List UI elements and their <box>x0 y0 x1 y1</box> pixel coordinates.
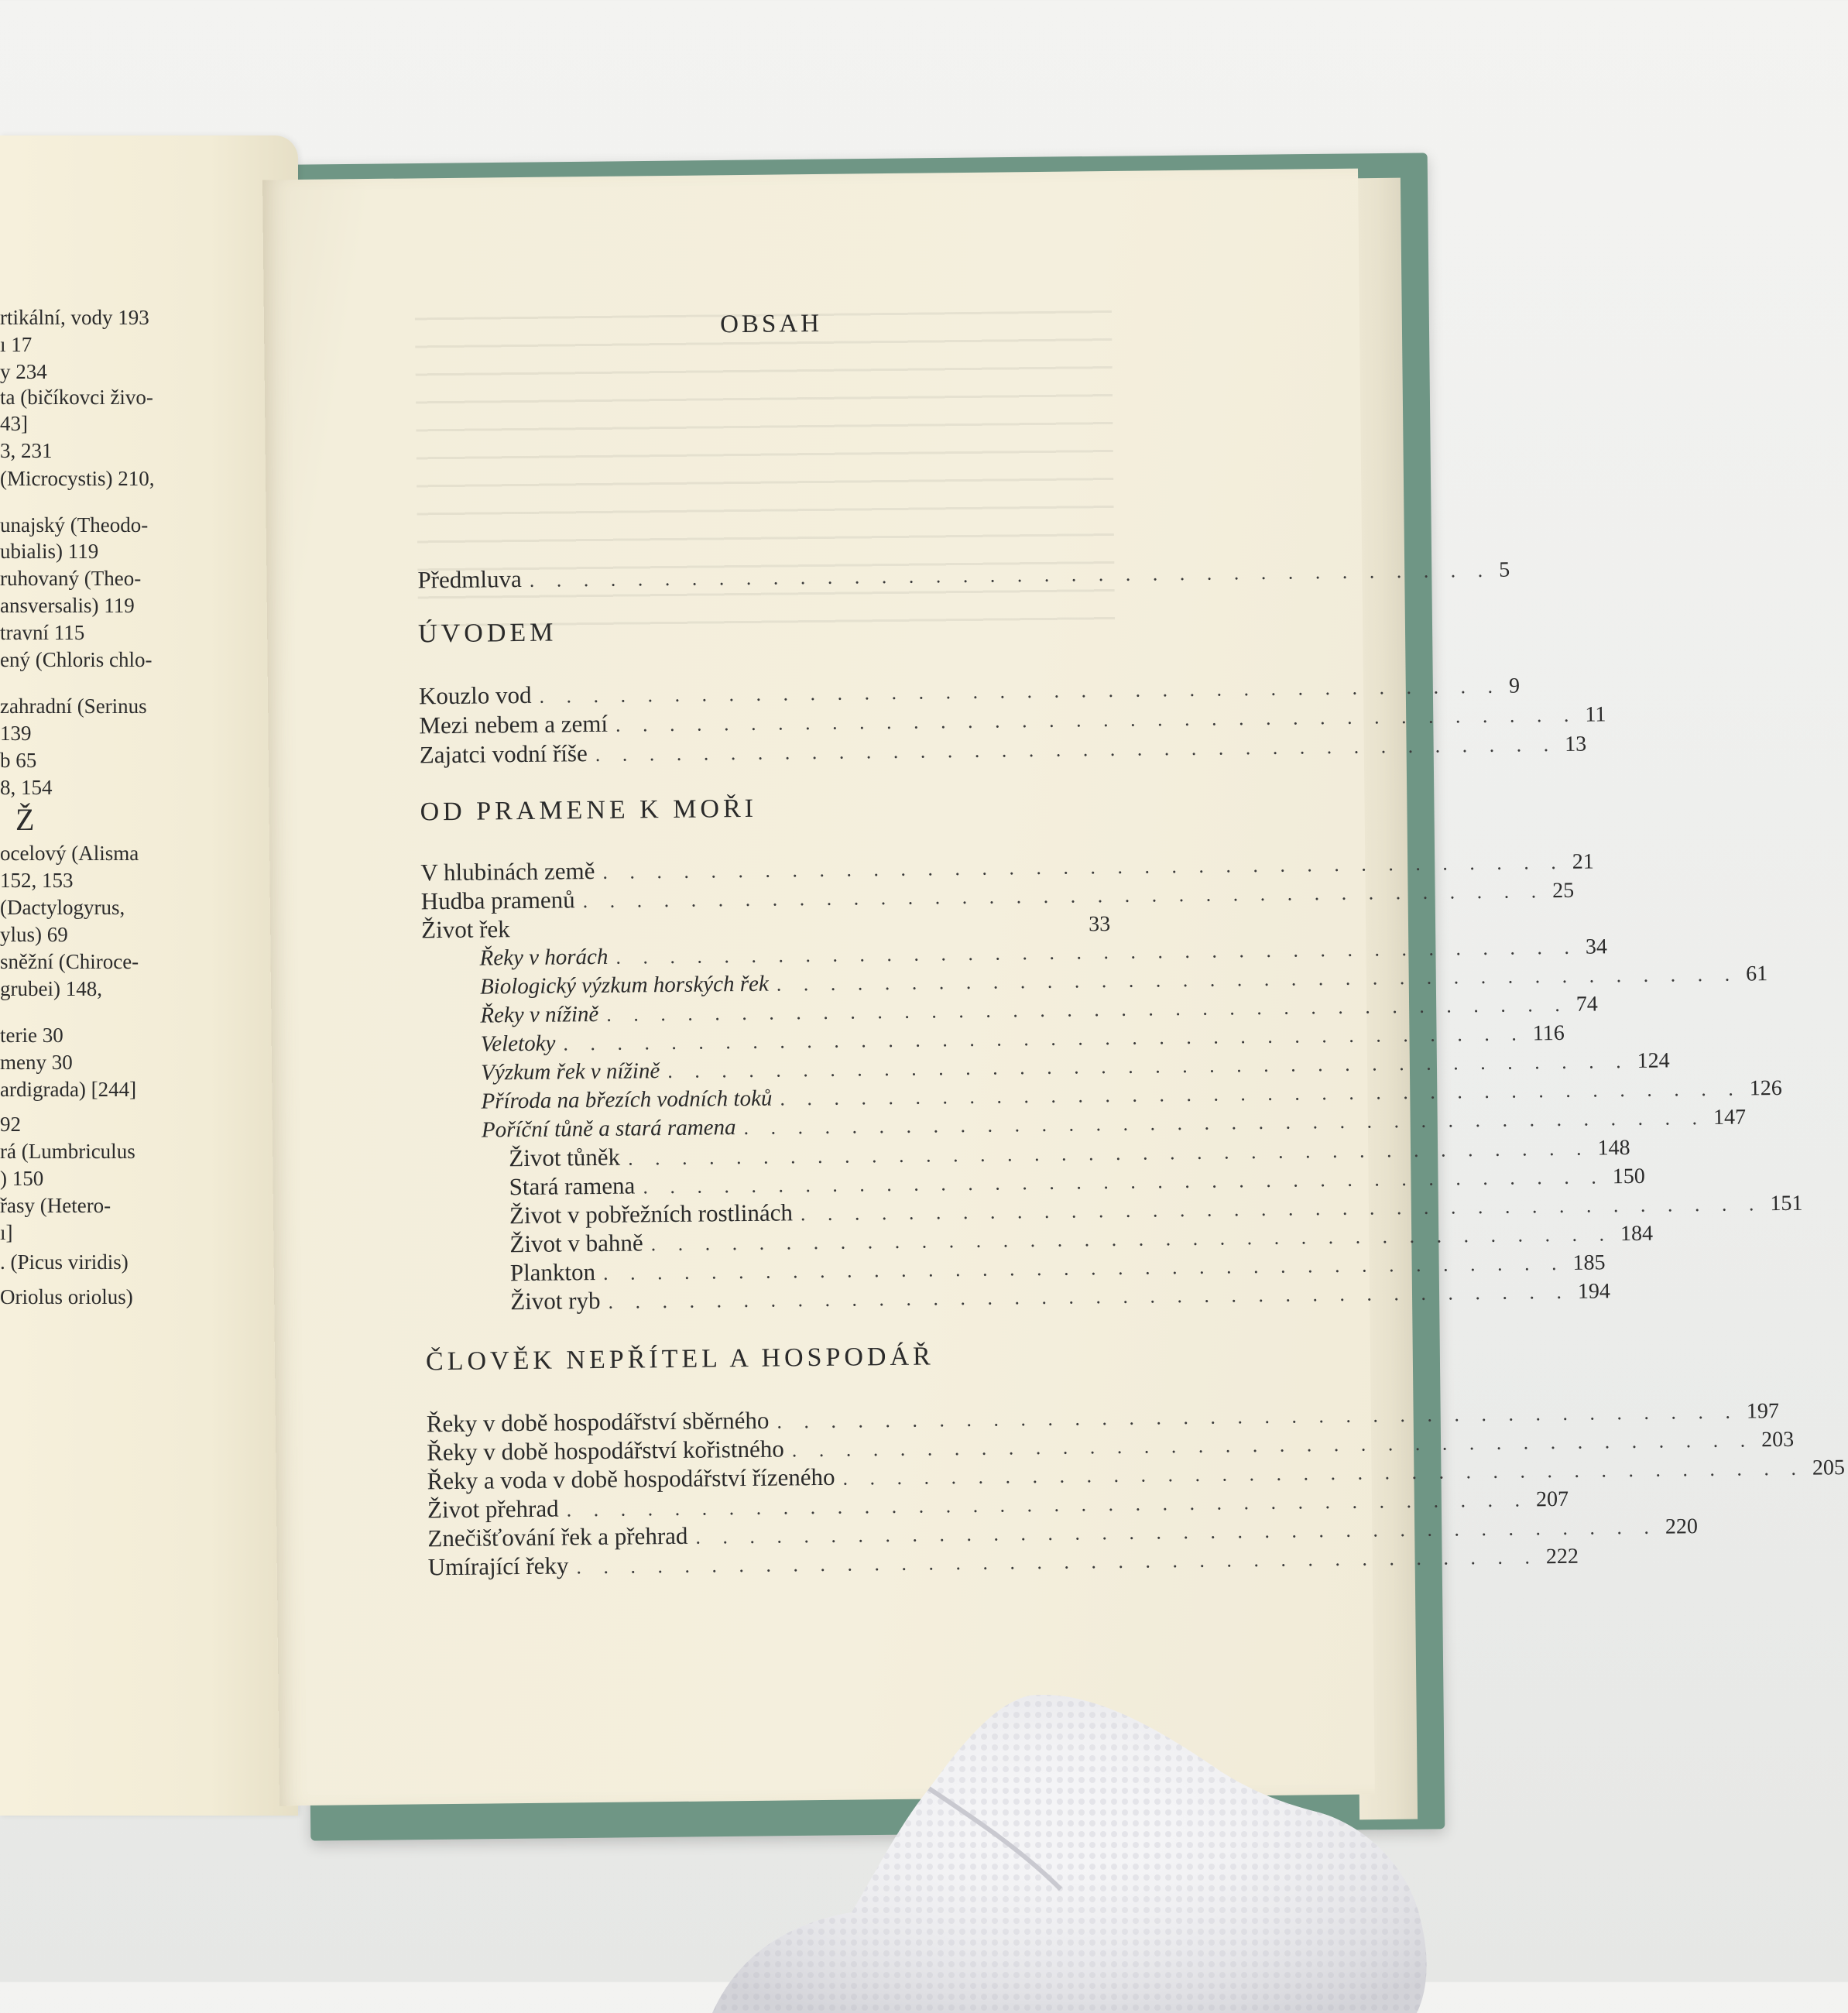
index-line: ansversalis) 119 <box>0 594 135 617</box>
toc-label: Řeky a voda v době hospodářství řízeného <box>427 1463 835 1495</box>
toc-page: 150 <box>1612 1164 1645 1189</box>
index-line: ı 17 <box>0 333 33 356</box>
toc-page: 61 <box>1746 962 1768 986</box>
leader-dots: . . . . . . . . . . . . . . . . . . . . . . . . . . . . . . . . . . . . <box>776 962 1739 996</box>
leader-dots: . . . . . . . . . . . . . . . . . . . . . . . . . . . . . . . . . . . . <box>627 1137 1590 1170</box>
leader-dots: . . . . . . . . . . . . . . . . . . . . . . . . . . . . . . . . . . . . <box>667 1050 1630 1083</box>
index-line: sněžní (Chiroce- <box>0 950 139 973</box>
toc-page: 5 <box>1499 557 1510 582</box>
toc-label: Mezi nebem a zemí <box>419 709 609 739</box>
leader-dots: . . . . . . . . . . . . . . . . . . . . . . . . . . . . . . . . . . . . <box>529 558 1492 592</box>
leader-dots: . . . . . . . . . . . . . . . . . . . . . . . . . . . . . . . . . . . . <box>800 1192 1763 1226</box>
index-line: travní 115 <box>0 621 85 644</box>
toc-label: Život přehrad <box>427 1494 559 1524</box>
toc-page: 9 <box>1508 674 1521 698</box>
left-page <box>0 135 298 1816</box>
leader-dots: . . . . . . . . . . . . . . . . . . . . . . . . . . . . . . . . . . . . <box>582 880 1545 913</box>
leader-dots: . . . . . . . . . . . . . . . . . . . . . . . . . . . . . . . . . . . . <box>602 1251 1565 1284</box>
toc-label: Výzkum řek v nížině <box>480 1058 660 1085</box>
index-line: ený (Chloris chlo- <box>0 648 153 671</box>
index-line: ocelový (Alisma <box>0 842 139 865</box>
toc-row <box>425 1279 1611 1317</box>
toc-row <box>417 557 1510 595</box>
toc-page: 11 <box>1585 702 1606 727</box>
toc-page: 185 <box>1572 1250 1606 1275</box>
leader-dots: . . . . . . . . . . . . . . . . . . . . . . . . . . . . . . . . . . . . <box>608 1280 1571 1313</box>
toc-label: Umírající řeky <box>427 1552 569 1581</box>
toc-page: 205 <box>1812 1456 1846 1480</box>
toc-label: Zajatci vodní říše <box>419 739 588 769</box>
toc-page: 25 <box>1551 878 1575 904</box>
index-line: ı] <box>0 1221 13 1244</box>
index-line: (Dactylogyrus, <box>0 896 125 919</box>
toc-label: Stará ramena <box>509 1171 636 1201</box>
toc-page: 34 <box>1585 934 1608 959</box>
toc-page: 151 <box>1770 1191 1803 1216</box>
index-line: ) 150 <box>0 1167 44 1190</box>
index-line: zahradní (Serinus <box>0 694 147 718</box>
toc-page: 148 <box>1597 1136 1630 1161</box>
toc-label: Život ryb <box>510 1286 601 1315</box>
leader-dots: . . . . . . . . . . . . . . . . . . . . . . . . . . . . . . . . . . . . <box>650 1223 1613 1256</box>
index-line: řasy (Hetero- <box>0 1194 111 1217</box>
leader-dots: . . . . . . . . . . . . . . . . . . . . . . . . . . . . . . . . . . . . <box>595 732 1558 766</box>
toc-page: 194 <box>1577 1279 1611 1304</box>
toc-page: 203 <box>1761 1427 1795 1452</box>
leader-dots: . . . . . . . . . . . . . . . . . . . . . . . . . . . . . . . . . . . . <box>606 993 1569 1026</box>
toc-label: V hlubinách země <box>420 857 595 886</box>
toc-label: Hudba pramenů <box>420 886 575 915</box>
toc-label: Předmluva <box>417 564 522 594</box>
toc-label: Znečišťování řek a přehrad <box>427 1521 688 1552</box>
leader-dots: . . . . . . . . . . . . . . . . . . . . . . . . . . . . . . . . . . . . <box>602 850 1565 883</box>
toc-label: Řeky v době hospodářství kořistného <box>427 1435 784 1466</box>
leader-dots: . . . . . . . . . . . . . . . . . . . . . . . . . . . . . . . . . . . . <box>777 1400 1740 1433</box>
index-line: unajský (Theodo- <box>0 513 149 537</box>
toc-page: 197 <box>1746 1399 1780 1424</box>
leader-dots: . . . . . . . . . . . . . . . . . . . . . . . . . . . . . . . . . . . . <box>791 1428 1754 1462</box>
index-letter: Ž <box>15 802 35 837</box>
toc-label: Veletoky <box>480 1031 556 1057</box>
toc-label: Příroda na březích vodních toků <box>481 1085 773 1114</box>
section-heading: OD PRAMENE K MOŘI <box>420 794 758 827</box>
toc-page: 21 <box>1572 849 1594 874</box>
leader-dots: . . . . . . . . . . . . . . . . . . . . . . . . . . . . . . . . . . . . <box>842 1456 1805 1490</box>
contents-page <box>262 169 1846 1806</box>
leader-dots: . . . . . . . . . . . . . . . . . . . . . . . . . . . . . . . . . . . . <box>563 1022 1525 1055</box>
index-line: y 234 <box>0 360 47 383</box>
index-line: terie 30 <box>0 1024 63 1047</box>
section-heading: ÚVODEM <box>418 618 557 649</box>
toc-label: Poříční tůně a stará ramena <box>481 1115 736 1143</box>
toc-page: 184 <box>1620 1221 1654 1247</box>
section-heading: ČLOVĚK NEPŘÍTEL A HOSPODÁŘ <box>425 1342 934 1377</box>
index-line: 8, 154 <box>0 776 53 799</box>
index-line: ta (bičíkovci živo- <box>0 386 153 409</box>
index-line: rá (Lumbriculus <box>0 1140 135 1163</box>
index-line: ruhovaný (Theo- <box>0 567 142 590</box>
toc-page: 13 <box>1565 732 1587 756</box>
toc-row <box>427 1544 1579 1582</box>
leader-dots: . . . . . . . . . . . . . . . . . . . . . . . . . . . . . . . . . . . . <box>615 703 1578 736</box>
toc-label: Kouzlo vod <box>418 681 532 710</box>
index-line: b 65 <box>0 749 37 772</box>
index-line: meny 30 <box>0 1051 73 1074</box>
index-line: rtikální, vody 193 <box>0 306 149 329</box>
leader-dots: . . . . . . . . . . . . . . . . . . . . . . . . . . . . . . . . . . . . <box>539 674 1502 708</box>
leader-dots: . . . . . . . . . . . . . . . . . . . . . . . . . . . . . . . . . . . . <box>780 1077 1742 1110</box>
toc-label: Biologický výzkum horských řek <box>479 971 769 1000</box>
leader-dots: . . . . . . . . . . . . . . . . . . . . . . . . . . . . . . . . . . . . <box>615 935 1579 969</box>
toc-label: Život řek <box>421 915 510 944</box>
toc-row <box>419 732 1587 770</box>
index-line: . (Picus viridis) <box>0 1250 129 1274</box>
page-title: OBSAH <box>719 309 823 339</box>
index-line: 43] <box>0 412 28 435</box>
toc-page: 147 <box>1713 1105 1747 1130</box>
index-line: 92 <box>0 1113 21 1136</box>
index-line: grubei) 148, <box>0 977 102 1000</box>
toc-page: 126 <box>1749 1075 1782 1101</box>
toc-page: 222 <box>1545 1544 1579 1569</box>
toc-label: Život v pobřežních rostlinách <box>509 1199 794 1229</box>
leader-dots: . . . . . . . . . . . . . . . . . . . . . . . . . . . . . . . . . . . . <box>743 1106 1706 1140</box>
toc-page: 207 <box>1535 1487 1569 1512</box>
leader-dots: . . . . . . . . . . . . . . . . . . . . . . . . . . . . . . . . . . . . <box>566 1488 1529 1521</box>
toc-page: 33 <box>1089 912 1111 937</box>
toc-label: Řeky v době hospodářství sběrného <box>426 1406 770 1438</box>
toc-label: Život tůněk <box>509 1143 621 1172</box>
index-line: 3, 231 <box>0 439 53 462</box>
toc-label: Řeky v horách <box>479 944 609 971</box>
index-line: ylus) 69 <box>0 923 68 946</box>
toc-page: 116 <box>1532 1020 1565 1046</box>
toc-page: 220 <box>1665 1514 1699 1539</box>
leader-dots: . . . . . . . . . . . . . . . . . . . . . . . . . . . . . . . . . . . . <box>695 1515 1658 1548</box>
index-line: ubialis) 119 <box>0 540 99 563</box>
leader-dots: . . . . . . . . . . . . . . . . . . . . . . . . . . . . . . . . . . . . <box>576 1545 1539 1579</box>
toc-label: Plankton <box>509 1258 596 1287</box>
index-line: ardigrada) [244] <box>0 1078 137 1101</box>
index-line: Oriolus oriolus) <box>0 1285 133 1308</box>
gloved-hand <box>697 1688 1486 2013</box>
toc-label: Řeky v nížině <box>480 1001 599 1028</box>
index-line: (Microcystis) 210, <box>0 467 155 490</box>
toc-page: 74 <box>1575 992 1598 1017</box>
leader-dots: . . . . . . . . . . . . . . . . . . . . . . . . . . . . . . . . . . . . <box>643 1165 1605 1199</box>
index-line: 152, 153 <box>0 869 74 892</box>
toc-label: Život v bahně <box>509 1229 643 1258</box>
toc-page: 124 <box>1637 1048 1670 1073</box>
index-line: 139 <box>0 722 32 745</box>
